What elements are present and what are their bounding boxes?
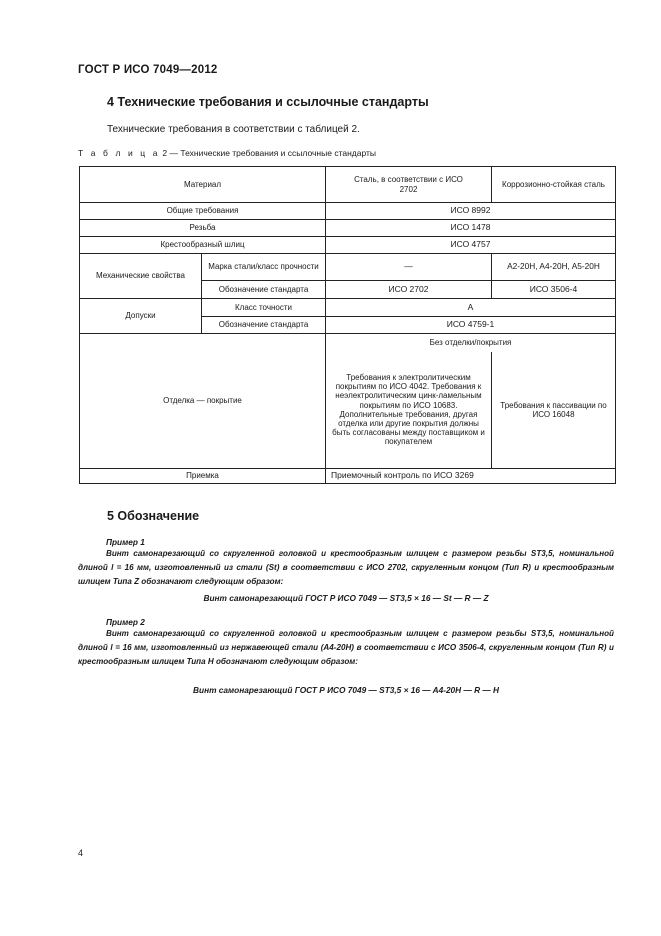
- example-1-label: Пример 1: [106, 537, 145, 547]
- table-caption-text: 2 — Технические требования и ссылочные стандарты: [160, 148, 377, 158]
- row-value-accept: Приемочный контроль по ИСО 3269: [326, 469, 616, 484]
- header-stainless: Коррозионно-стойкая сталь: [492, 167, 616, 203]
- mech-std-stainless: ИСО 3506-4: [492, 281, 616, 299]
- finish-head: Без отделки/покрытия: [326, 334, 616, 352]
- table-row: [80, 299, 616, 317]
- table-row: [80, 469, 616, 484]
- tol-std-value: ИСО 4759-1: [326, 317, 616, 334]
- row-label-cross: Крестообразный шлиц: [80, 237, 326, 254]
- example-2-designation: Винт самонарезающий ГОСТ Р ИСО 7049 — ST3,5 × 16 — A4-20H — R — H: [193, 685, 499, 695]
- example-1-text: Винт самонарезающий со скругленной головкой и крестообразным шлицем с размером резьбы ST3,5, номинальной длиной l = 16 мм, изготовленный из стали (St) в соответствии с ИСО 2702, скругленным концом (Тип R) и крестообразным шлицем Типа Z обозначают следующим образом:: [78, 549, 614, 586]
- tol-class-label: Класс точности: [202, 299, 326, 317]
- mech-std-label: Обозначение стандарта: [202, 281, 326, 299]
- mech-grade-stainless: A2-20H, A4-20H, A5-20H: [492, 254, 616, 281]
- row-label-general: Общие требования: [80, 203, 326, 220]
- header-steel: Сталь, в соответствии с ИСО 2702: [326, 167, 492, 203]
- example-2-text: Винт самонарезающий со скругленной головкой и крестообразным шлицем с размером резьбы ST3,5, номинальной длиной l = 16 мм, изготовленный из нержавеющей стали (A4-20H) в соответствии с ИСО 3506-4, скругленным концом (Тип R) и крестообразным шлицем Типа H обозначают следующим образом:: [78, 629, 614, 666]
- example-2-label: Пример 2: [106, 617, 145, 627]
- row-label-tol: Допуски: [80, 299, 202, 334]
- table-row: [80, 237, 616, 254]
- header-material: Материал: [80, 167, 326, 203]
- tol-class-value: А: [326, 299, 616, 317]
- mech-grade-label: Марка стали/класс прочности: [202, 254, 326, 281]
- table-caption: [78, 148, 376, 158]
- finish-stainless-text: Требования к пассивации по ИСО 16048: [492, 352, 616, 469]
- section-4-title: 4 Технические требования и ссылочные стандарты: [107, 95, 429, 109]
- table-row: [80, 334, 616, 352]
- table-row: [80, 254, 616, 281]
- section-4-intro: Технические требования в соответствии с таблицей 2.: [107, 124, 360, 135]
- page-number: 4: [78, 848, 84, 858]
- document-header: ГОСТ Р ИСО 7049—2012: [78, 64, 218, 76]
- mech-grade-steel: —: [326, 254, 492, 281]
- row-value-cross: ИСО 4757: [326, 237, 616, 254]
- examples-block: [78, 535, 614, 715]
- row-label-finish: Отделка — покрытие: [80, 334, 326, 469]
- row-value-general: ИСО 8992: [326, 203, 616, 220]
- section-5-title: 5 Обозначение: [107, 509, 200, 523]
- row-label-thread: Резьба: [80, 220, 326, 237]
- table-header-row: [80, 167, 616, 203]
- mech-std-steel: ИСО 2702: [326, 281, 492, 299]
- requirements-table: [79, 166, 616, 484]
- finish-steel-text: Требования к электролитическим покрытиям по ИСО 4042. Требования к неэлектролитическим цинк-ламельным покрытиям по ИСО 10683. Дополнительные требования, другая отделка или другие покрытия должны быть согласованы между поставщиком и покупателем: [326, 352, 492, 469]
- row-value-thread: ИСО 1478: [326, 220, 616, 237]
- row-label-mech: Механические свойства: [80, 254, 202, 299]
- table-row: [80, 203, 616, 220]
- tol-std-label: Обозначение стандарта: [202, 317, 326, 334]
- table-row: [80, 220, 616, 237]
- row-label-accept: Приемка: [80, 469, 326, 484]
- table-caption-prefix: Т а б л и ц а: [78, 148, 161, 158]
- example-1-designation: Винт самонарезающий ГОСТ Р ИСО 7049 — ST3,5 × 16 — St — R — Z: [203, 593, 489, 603]
